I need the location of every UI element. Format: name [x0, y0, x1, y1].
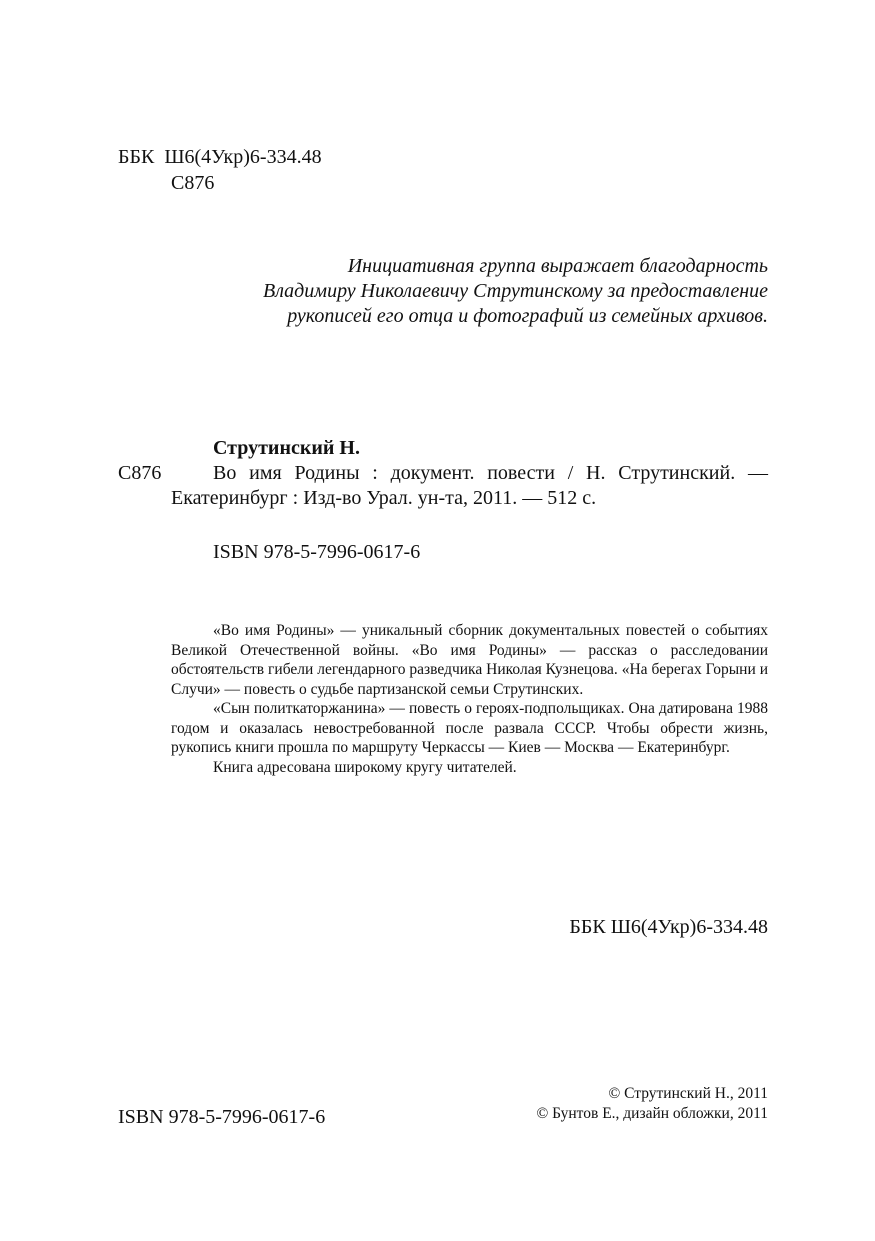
annotation [171, 621, 768, 777]
catalog-author: Струтинский Н. [213, 437, 360, 459]
catalog-isbn: ISBN 978-5-7996-0617-6 [213, 541, 421, 563]
bbk-code: Ш6(4Укр)6-334.48 [164, 146, 322, 168]
copyright-line: © Бунтов Е., дизайн обложки, 2011 [536, 1104, 768, 1122]
catalog-author-mark: С876 [118, 462, 162, 484]
isbn-bottom: ISBN 978-5-7996-0617-6 [118, 1106, 326, 1128]
catalog-description-line: Во имя Родины : документ. повести / Н. Струтинский. — [213, 462, 768, 484]
annotation-paragraph: «Сын политкаторжанина» — повесть о героях-подпольщиках. Она датирована 1988 годом и оказалась невостребованной после развала СССР. Чтобы обрести жизнь, рукопись книги прошла по маршруту Черкассы — Киев — Москва — Екатеринбург. [171, 700, 768, 756]
acknowledgement-line: рукописей его отца и фотографий из семейных архивов. [287, 305, 768, 327]
acknowledgement-line: Владимиру Николаевичу Струтинскому за предоставление [263, 280, 768, 302]
bbk-bottom: ББК Ш6(4Укр)6-334.48 [569, 916, 768, 938]
acknowledgement-line: Инициативная группа выражает благодарность [347, 255, 768, 277]
annotation-paragraph: «Во имя Родины» — уникальный сборник документальных повестей о событиях Великой Отечественной войны. «Во имя Родины» — рассказ о расследовании обстоятельств гибели легендарного разведчика Николая Кузнецова. «На берегах Горыни и Случи» — повесть о судьбе партизанской семьи Струтинских. [171, 622, 768, 698]
annotation-paragraph: Книга адресована широкому кругу читателей. [213, 758, 517, 776]
copyright-line: © Струтинский Н., 2011 [608, 1085, 768, 1102]
catalog-description-line: Екатеринбург : Изд-во Урал. ун-та, 2011. — 512 с. [171, 487, 597, 509]
bbk-top-line [118, 145, 322, 169]
bbk-label: ББК [118, 146, 155, 168]
copyright-block [536, 1084, 768, 1123]
bbk-author-mark: С876 [171, 172, 215, 194]
